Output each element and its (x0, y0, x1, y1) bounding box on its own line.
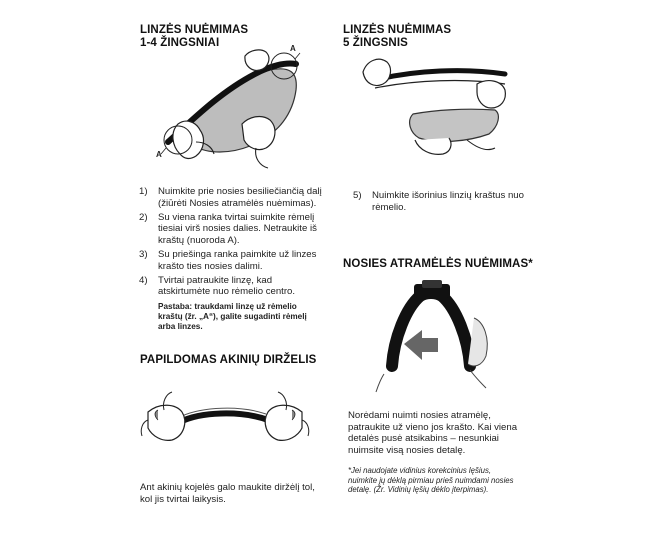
heading-line-1: LINZĖS NUĖMIMAS (343, 24, 452, 36)
step-text: Tvirtai patraukite linzę, kad atskirtumėte nuo rėmelio centro. (158, 274, 296, 298)
list-item (136, 249, 322, 273)
steps-list-1-4 (136, 186, 322, 300)
section-heading-strap: PAPILDOMAS AKINIŲ DIRŽELIS (140, 354, 317, 366)
list-item (136, 212, 322, 247)
illustration-nose-pad-removal (370, 278, 500, 398)
step-number: 5) (353, 190, 362, 201)
steps-list-5 (350, 190, 530, 216)
section-heading-nose-pad-removal: NOSIES ATRAMĖLĖS NUĖMIMAS* (343, 258, 533, 270)
illustration-lens-removal-step-5 (355, 44, 515, 174)
step-text: Nuimkite išorinius linzių kraštus nuo rėmelio. (372, 190, 524, 213)
illustration-strap (140, 372, 310, 472)
step-number: 4) (139, 274, 148, 286)
step-text: Nuimkite prie nosies besiliečiančią dalį (žiūrėti Nosies atramėlės nuėmimas). (158, 186, 322, 209)
step-text: Su priešinga ranka paimkite už linzes krašto ties nosies dalimi. (158, 248, 317, 272)
heading-line-1: LINZĖS NUĖMIMAS (140, 24, 249, 36)
list-item (136, 186, 322, 210)
footnote: *Jei naudojate vidinius korekcinius lęšius, nuimkite jų dėklą pirmiau prieš nuimdami nosies detalę. (Žr. Vidinių lęšių dėklo įterpimas). (348, 466, 514, 495)
callout-a-right: A (290, 44, 296, 53)
note-warning: Pastaba: traukdami linzę už rėmelio kraštų (žr. „A“), galite sugadinti rėmelį arba linzes. (158, 302, 307, 331)
list-item (136, 275, 322, 299)
step-number: 3) (139, 248, 148, 260)
callout-a-left: A (156, 150, 162, 159)
nose-pad-instructions: Norėdami nuimti nosies atramėlę, patraukite už vieno jos krašto. Kai viena detalės pusė atsikabins – nesunkiai nuimsite visą nosies detalę. (348, 410, 518, 456)
step-number: 2) (139, 211, 148, 223)
arrow-left-icon (404, 330, 438, 360)
strap-instructions: Ant akinių kojelės galo maukite diržėlį tol, kol jis tvirtai laikysis. (140, 482, 315, 505)
heading-line-2: 5 ŽINGSNIS (343, 37, 408, 49)
illustration-lens-removal-steps-1-4 (150, 42, 315, 177)
heading-line-2: 1-4 ŽINGSNIAI (140, 37, 220, 49)
step-text: Su viena ranka tvirtai suimkite rėmelį tiesiai virš nosies dalies. Netraukite iš kraštų (nuoroda A). (158, 211, 317, 247)
list-item (350, 190, 530, 214)
step-number: 1) (139, 186, 148, 197)
